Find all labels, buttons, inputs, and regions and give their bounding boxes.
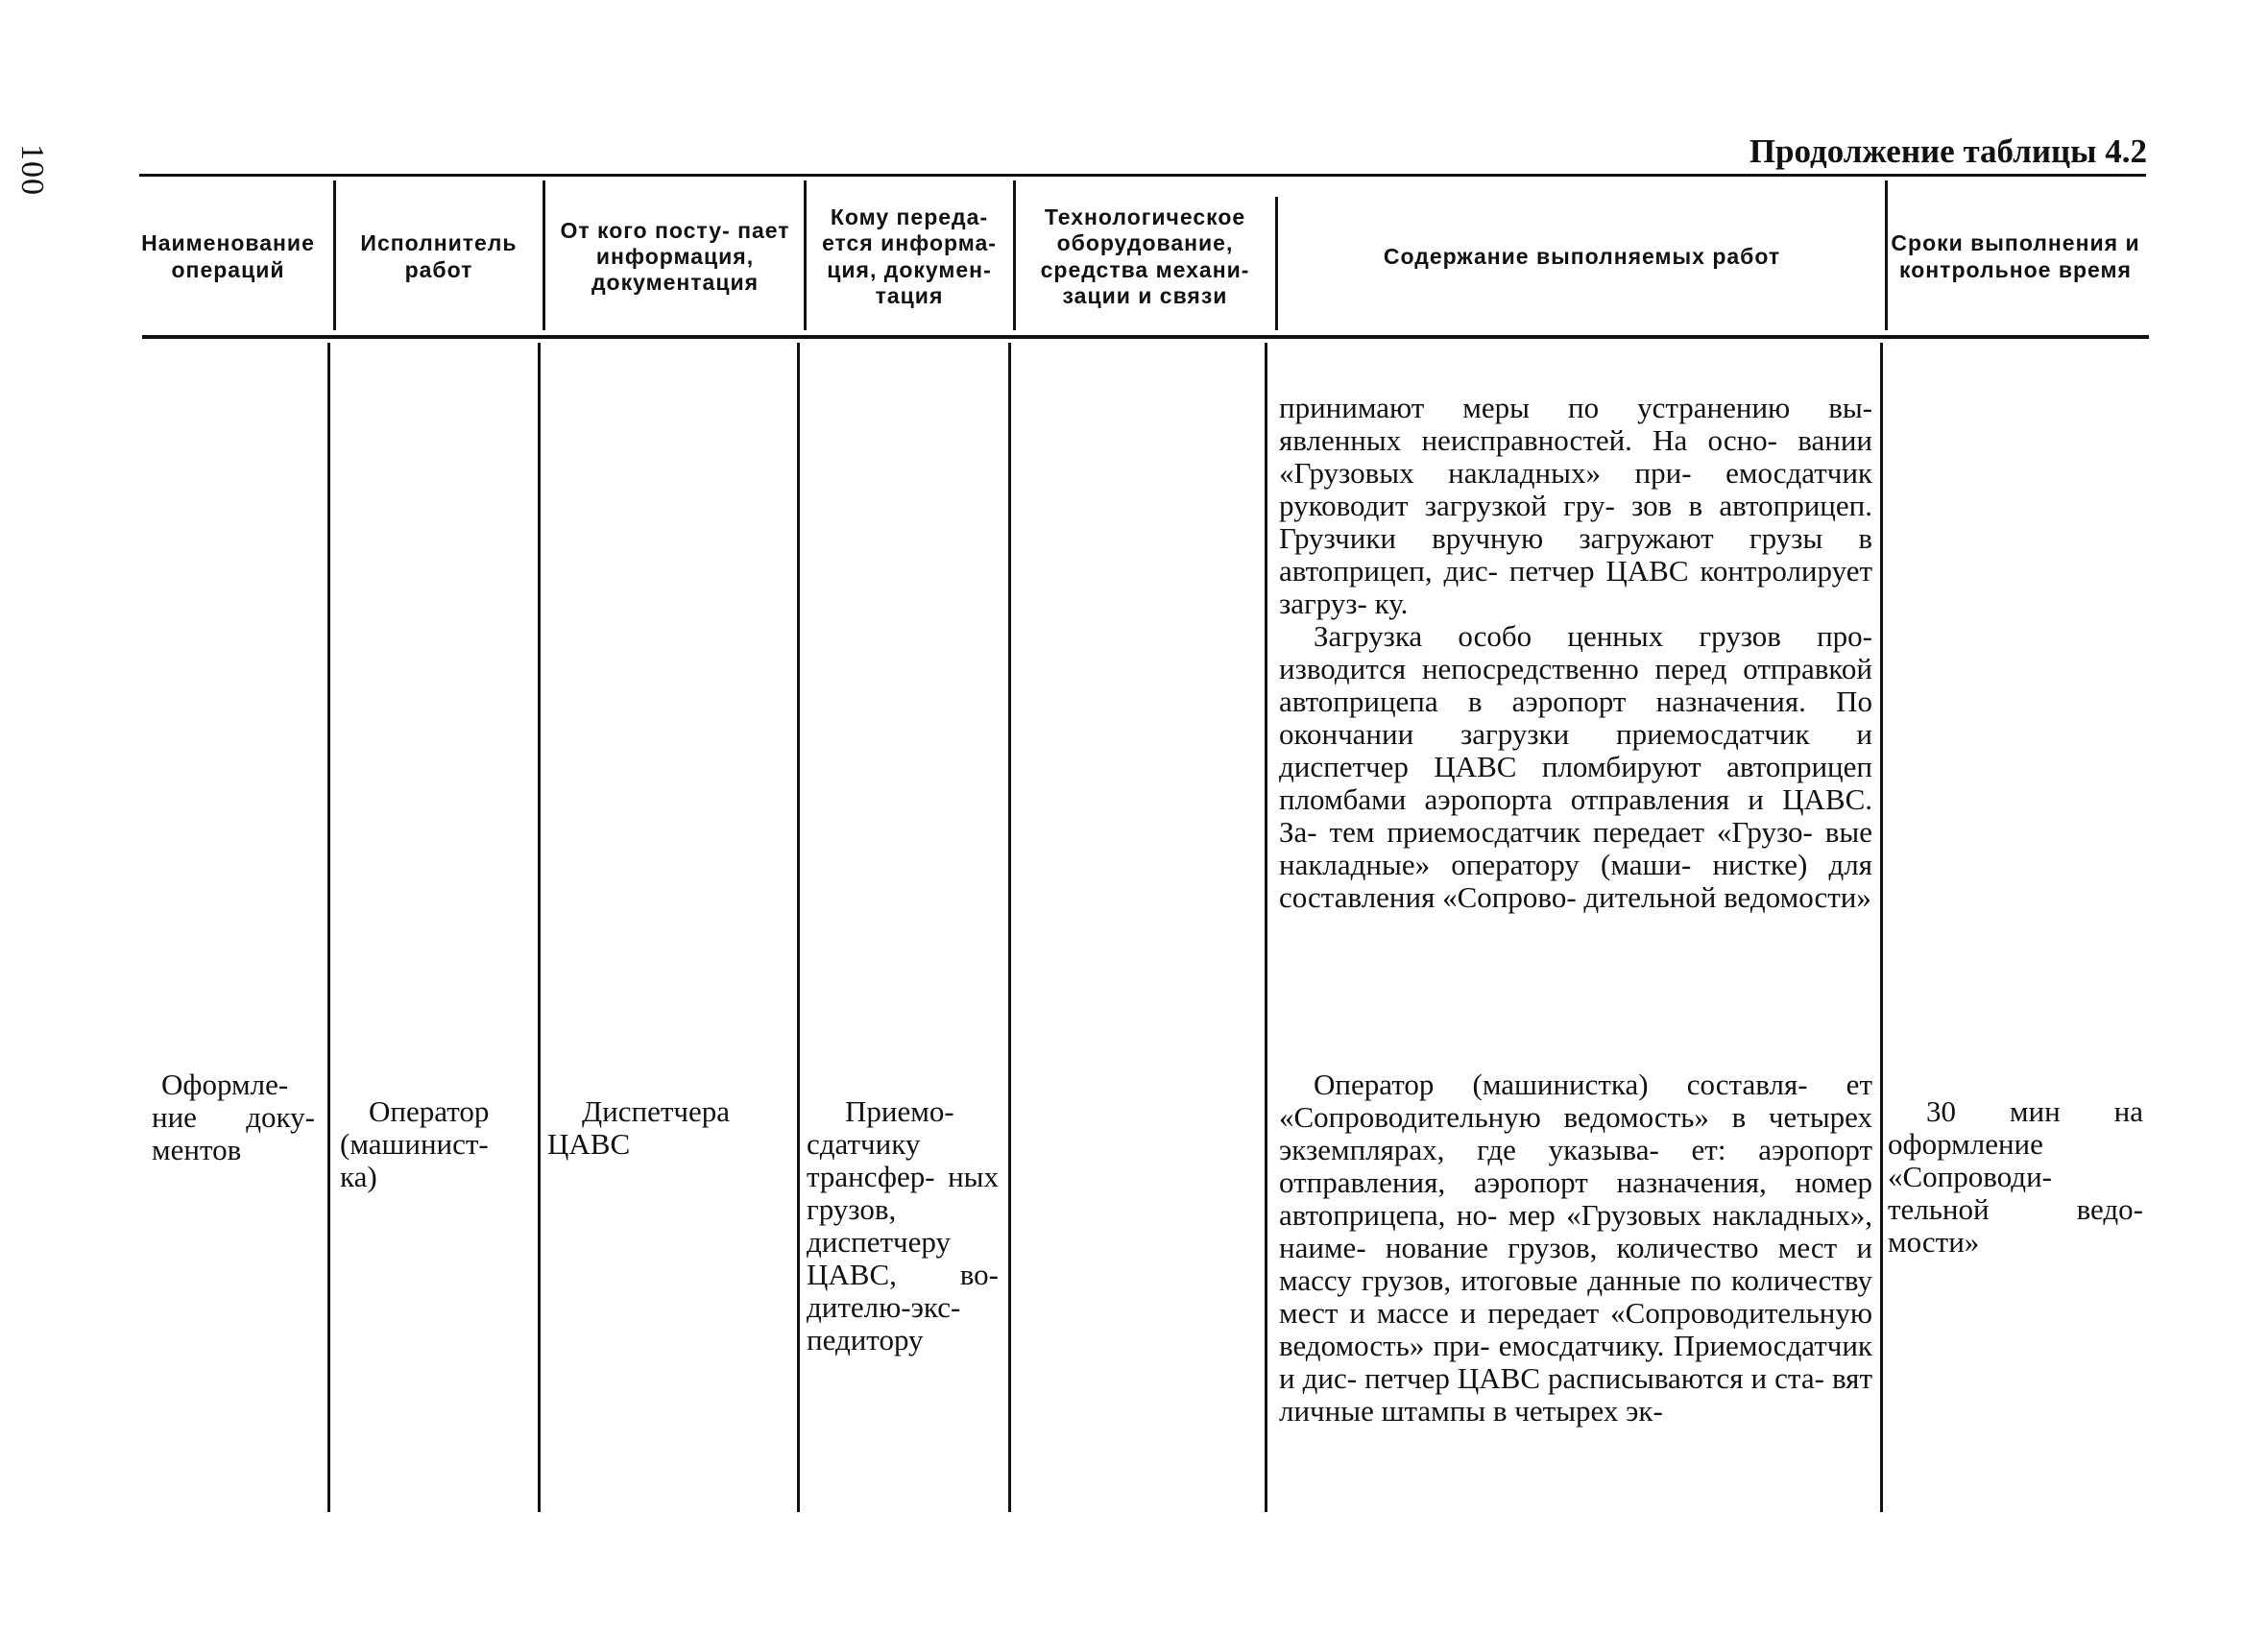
body-divider-6 — [1880, 343, 1883, 1512]
content-paragraph: Загрузка особо ценных грузов про- изводится непосредственно перед отправкой автоприцепа в аэропорт назначения. По окончании загрузки приемосдатчик и диспетчер ЦАВС пломбируют автоприцеп пломбами аэропорта отправления и ЦАВС. За- тем приемосдатчик передает «Грузо- вые накладные» оператору (маши- нистке) для составления «Сопрово- дительной ведомости» — [1279, 619, 1872, 914]
header-executor: Исполнитель работ — [360, 230, 518, 282]
header-bottom-rule — [142, 335, 2149, 339]
cell-from: Диспетчера ЦАВС — [547, 1094, 731, 1161]
cell-continued-content — [1279, 392, 1872, 914]
body-divider-5 — [1265, 343, 1267, 1512]
header-deadline: Сроки выполнения и контрольное время — [1891, 230, 2140, 282]
body-divider-3 — [797, 343, 800, 1512]
body-divider-1 — [327, 343, 330, 1512]
col-divider-4 — [1013, 180, 1016, 330]
content-paragraph: принимают меры по устранению вы- явленных неисправностей. На осно- вании «Грузовых накладных» при- емосдатчик руководит загрузкой гру- зов в автоприцеп. Грузчики вручную загружают грузы в автоприцеп, дис- петчер ЦАВС контролирует загруз- ку. — [1279, 391, 1872, 620]
cell-deadline: 30 мин на оформление «Сопроводи- тельной ведо- мости» — [1888, 1094, 2143, 1259]
page-number: 100 — [14, 144, 50, 196]
cell-executor: Оператор (машинист- ка) — [340, 1094, 490, 1193]
header-to: Кому переда- ется информа- ция, докумен- тация — [822, 204, 997, 308]
header-operation: Наименование операций — [141, 230, 315, 282]
col-divider-3 — [804, 180, 807, 330]
cell-content: Оператор (машинистка) составля- ет «Сопроводительную ведомость» в четырех экземплярах, где указыва- ет: аэропорт отправления, аэропорт назначения, номер автоприцепа, но- мер «Грузовых накладных», наиме- нование грузов, количество мест и массу грузов, итоговые данные по количеству мест и массе и передает «Сопроводительную ведомость» при- емосдатчику. Приемосдатчик и дис- петчер ЦАВС расписываются и ста- вят личные штампы в четырех эк- — [1279, 1068, 1872, 1428]
header-top-rule — [139, 174, 2146, 177]
body-divider-4 — [1008, 343, 1011, 1512]
cell-to: Приемо- сдатчику трансфер- ных грузов, диспетчеру ЦАВС, во- дителю-экс- педитору — [807, 1094, 999, 1357]
table-continuation-title: Продолжение таблицы 4.2 — [1749, 132, 2147, 170]
col-divider-2 — [543, 180, 545, 330]
header-content: Содержание выполняемых работ — [1383, 243, 1781, 269]
header-from: От кого посту- пает информация, документация — [560, 217, 790, 296]
col-divider-5 — [1275, 197, 1278, 330]
cell-operation: Оформле- ние доку- ментов — [152, 1068, 315, 1166]
col-divider-6 — [1885, 180, 1888, 330]
header-equipment: Технологическое оборудование, средства механи- зации и связи — [1040, 204, 1250, 308]
body-divider-2 — [538, 343, 541, 1512]
col-divider-1 — [333, 180, 336, 330]
